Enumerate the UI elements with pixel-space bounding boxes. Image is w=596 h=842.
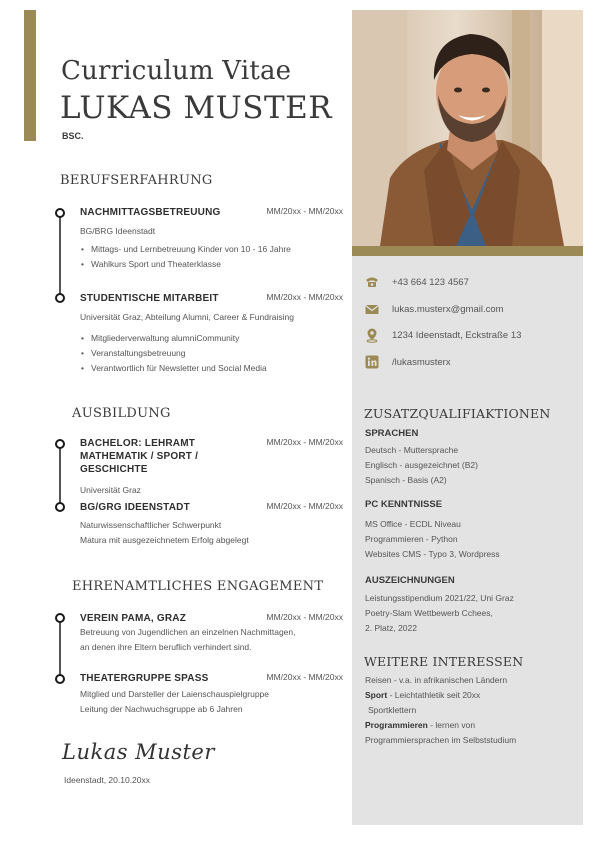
education-heading: AUSBILDUNG <box>72 406 171 421</box>
languages-list <box>365 443 478 488</box>
entry-date: MM/20xx - MM/20xx <box>266 501 343 511</box>
entry-title: BACHELOR: LEHRAMT MATHEMATIK / SPORT / GESCHICHTE <box>80 438 199 475</box>
interests-list <box>365 673 516 748</box>
location-pin-icon <box>364 327 380 343</box>
languages-heading: SPRACHEN <box>365 428 419 439</box>
entry-title: BG/GRG IDEENSTADT <box>80 502 190 513</box>
email-address: lukas.musterx@gmail.com <box>392 303 504 315</box>
photo-accent-strip <box>352 246 583 256</box>
list-item: Reisen - v.a. in afrikanischen Ländern <box>365 675 508 685</box>
accent-bar <box>24 10 36 141</box>
contact-linkedin <box>364 354 451 370</box>
experience-heading: BERUFSERFAHRUNG <box>60 173 213 188</box>
volunteer-entry <box>80 612 345 655</box>
contact-email <box>364 301 504 317</box>
awards-list <box>365 591 514 636</box>
timeline-dot <box>55 439 65 449</box>
entry-date: MM/20xx - MM/20xx <box>266 437 343 447</box>
entry-title: STUDENTISCHE MITARBEIT <box>80 293 219 304</box>
list-item: Sportklettern <box>368 705 417 715</box>
experience-entry <box>80 206 345 272</box>
list-item: MS Office - ECDL Niveau <box>365 519 461 529</box>
entry-bullet-list <box>80 331 345 376</box>
list-item: 2. Platz, 2022 <box>365 623 417 633</box>
entry-text-line: Mitglied und Darsteller der Laienschauspielgruppe <box>80 689 270 699</box>
linkedin-handle: /lukasmusterx <box>392 356 451 368</box>
experience-timeline <box>59 213 61 298</box>
interest-text: - lernen von <box>427 720 476 730</box>
interest-label: Sport <box>365 690 388 700</box>
entry-date: MM/20xx - MM/20xx <box>266 206 343 216</box>
experience-entry <box>80 292 345 376</box>
phone-number: +43 664 123 4567 <box>392 276 469 288</box>
list-item: Poetry-Slam Wettbewerb Cchees, <box>365 608 493 618</box>
list-item <box>365 688 516 703</box>
qualifications-heading: ZUSATZQUALIFIAKTIONEN <box>364 406 551 421</box>
education-entry <box>80 501 345 548</box>
volunteer-timeline <box>59 618 61 679</box>
phone-icon <box>364 274 380 290</box>
awards-heading: AUSZEICHNUNGEN <box>365 575 455 586</box>
timeline-dot <box>55 293 65 303</box>
entry-bullet-list <box>80 242 345 272</box>
signature: Lukas Muster <box>62 740 215 764</box>
entry-text-line: Leitung der Nachwuchsgruppe ab 6 Jahren <box>80 704 243 714</box>
list-item: • Verantwortlich für Newsletter und Social Media <box>80 361 345 376</box>
entry-text-line: Betreuung von Jugendlichen an einzelnen Nachmittagen, <box>80 627 296 637</box>
timeline-dot <box>55 613 65 623</box>
entry-title: NACHMITTAGSBETREUUNG <box>80 207 221 218</box>
contact-address <box>364 327 521 343</box>
entry-subtitle: Universität Graz, Abteilung Alumni, Career & Fundraising <box>80 312 295 322</box>
entry-text-line: Naturwissenschaftlicher Schwerpunkt <box>80 520 222 530</box>
education-timeline <box>59 444 61 507</box>
entry-text-line: an denen ihre Eltern beruflich verhindert sind. <box>80 642 252 652</box>
list-item: Programmiersprachen im Selbststudium <box>365 735 517 745</box>
entry-title: THEATERGRUPPE SPASS <box>80 673 209 684</box>
postal-address: 1234 Ideenstadt, Eckstraße 13 <box>392 329 522 341</box>
list-item: Deutsch - Muttersprache <box>365 445 459 455</box>
list-item: Leistungsstipendium 2021/22, Uni Graz <box>365 593 514 603</box>
portrait-photo <box>352 10 583 246</box>
timeline-dot <box>55 208 65 218</box>
document-title: Curriculum Vitae <box>61 56 292 86</box>
interest-label: Programmieren <box>365 720 428 730</box>
volunteer-entry <box>80 672 345 717</box>
entry-date: MM/20xx - MM/20xx <box>266 612 343 622</box>
list-item: Englisch - ausgezeichnet (B2) <box>365 460 478 470</box>
timeline-dot <box>55 674 65 684</box>
list-item: Websites CMS - Typo 3, Wordpress <box>365 549 500 559</box>
candidate-name: LUKAS MUSTER <box>60 90 333 126</box>
entry-subtitle: BG/BRG Ideenstadt <box>80 226 156 236</box>
timeline-dot <box>55 502 65 512</box>
list-item: • Mitgliederverwaltung alumniCommunity <box>80 331 345 346</box>
list-item: • Mittags- und Lernbetreuung Kinder von 10 - 16 Jahre <box>80 242 345 257</box>
it-skills-list <box>365 517 500 562</box>
it-skills-heading: PC KENNTNISSE <box>365 499 443 510</box>
mail-icon <box>364 301 380 317</box>
interest-text: - Leichtathletik seit 20xx <box>387 690 481 700</box>
list-item: • Veranstaltungsbetreuung <box>80 346 345 361</box>
education-entry <box>80 437 345 498</box>
entry-title: VEREIN PAMA, GRAZ <box>80 613 186 624</box>
portrait-illustration <box>352 10 583 246</box>
entry-date: MM/20xx - MM/20xx <box>266 292 343 302</box>
contact-phone <box>364 274 469 290</box>
list-item: Spanisch - Basis (A2) <box>365 475 447 485</box>
list-item: Programmieren - Python <box>365 534 458 544</box>
entry-subtitle: Universität Graz <box>80 485 141 495</box>
list-item <box>365 718 516 733</box>
list-item: • Wahlkurs Sport und Theaterklasse <box>80 257 345 272</box>
volunteer-heading: EHRENAMTLICHES ENGAGEMENT <box>72 579 324 594</box>
linkedin-icon <box>364 354 380 370</box>
interests-heading: WEITERE INTERESSEN <box>364 654 524 669</box>
candidate-degree: BSC. <box>62 131 84 141</box>
place-date: Ideenstadt, 20.10.20xx <box>64 775 151 785</box>
entry-text-line: Matura mit ausgezeichnetem Erfolg abgelegt <box>80 535 249 545</box>
entry-date: MM/20xx - MM/20xx <box>266 672 343 682</box>
